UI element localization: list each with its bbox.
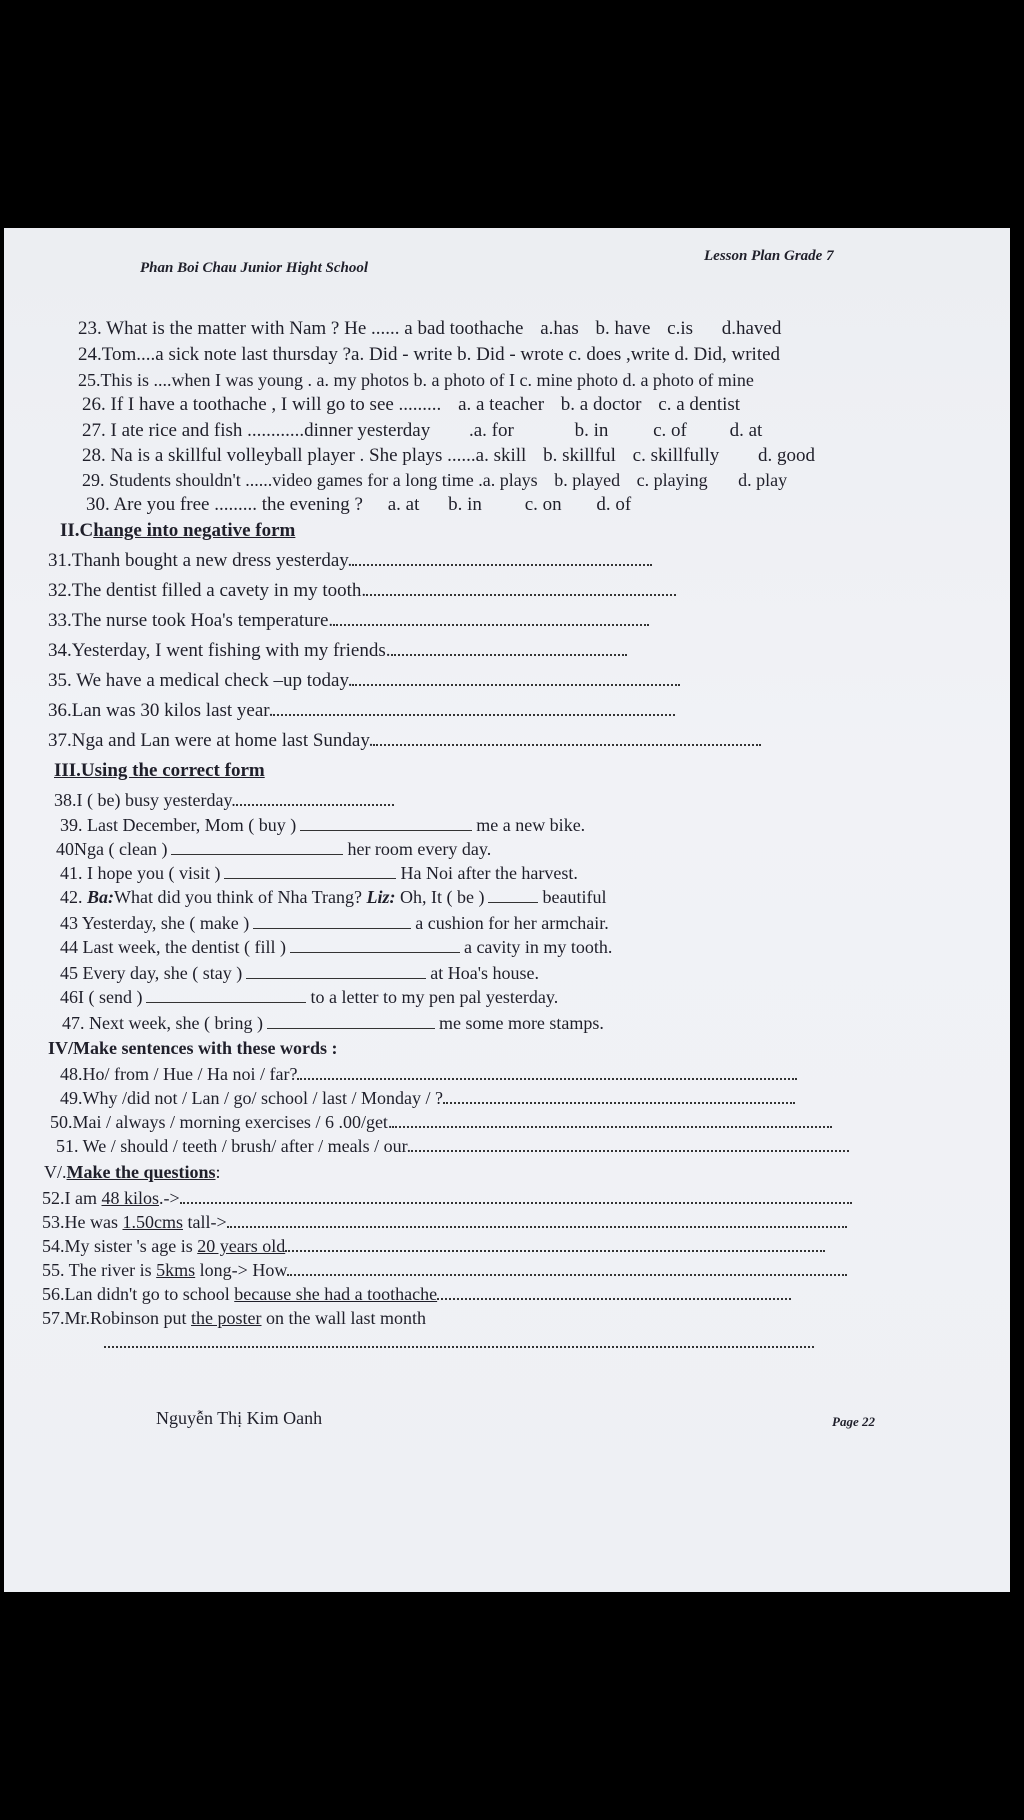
option: c. of — [653, 420, 687, 441]
question-text: 27. I ate rice and fish ............dinner yesterday — [82, 420, 431, 441]
exercise-52: 52.I am 48 kilos.-> — [42, 1188, 852, 1209]
exercise-32: 32.The dentist filled a cavety in my tooth. — [48, 580, 676, 602]
author-name: Nguyễn Thị Kim Oanh — [156, 1408, 323, 1428]
question-text: 26. If I have a toothache , I will go to see ......... — [82, 394, 442, 415]
option: .a. for — [468, 420, 514, 441]
page-number: Page 22 — [832, 1414, 875, 1429]
exercise-35: 35. We have a medical check –up today. — [48, 670, 680, 692]
option: a. a teacher — [458, 394, 545, 415]
exercise-56: 56.Lan didn't go to school because she had a toothache — [42, 1284, 791, 1305]
exercise-42: 42. Ba:What did you think of Nha Trang? Liz: Oh, It ( be ) beautiful — [60, 887, 607, 907]
question-24: 24.Tom....a sick note last thursday ?a. Did - write b. Did - wrote c. does ,write d. Did, writed — [78, 344, 781, 365]
exercise-43: 43 Yesterday, she ( make ) a cushion for her armchair. — [60, 913, 609, 933]
question-27 — [82, 420, 762, 442]
question-30 — [86, 494, 631, 516]
exercise-57: 57.Mr.Robinson put the poster on the wall last month — [42, 1308, 426, 1328]
exercise-37: 37.Nga and Lan were at home last Sunday. — [48, 730, 761, 752]
lesson-plan-label: Lesson Plan Grade 7 — [704, 248, 834, 264]
answer-line-57 — [104, 1332, 814, 1354]
option: c. playing — [636, 470, 708, 490]
question-text: 30. Are you free ......... the evening ? — [86, 494, 363, 515]
option: d. at — [729, 420, 763, 441]
question-text: 29. Students shouldn't ......video games for a long time .a. plays — [82, 470, 538, 490]
option: b. skillful — [543, 445, 616, 466]
worksheet-page — [4, 228, 1010, 1592]
option: b. in — [448, 494, 482, 515]
school-name: Phan Boi Chau Junior Hight School — [140, 260, 369, 276]
option: a.has — [540, 318, 579, 339]
exercise-51: 51. We / should / teeth / brush/ after / meals / our. — [56, 1136, 849, 1157]
option: d.haved — [721, 318, 782, 339]
section-5-title: V/.Make the questions: — [44, 1162, 221, 1182]
question-28 — [82, 445, 815, 467]
exercise-45: 45 Every day, she ( stay ) at Hoa's house. — [60, 963, 540, 983]
option: b. a doctor — [560, 394, 642, 415]
exercise-48: 48.Ho/ from / Hue / Ha noi / far? — [60, 1064, 797, 1085]
question-23 — [78, 318, 781, 340]
option: a. at — [387, 494, 420, 515]
question-text: 23. What is the matter with Nam ? He ...... a bad toothache — [78, 318, 524, 339]
exercise-40: 40Nga ( clean ) her room every day. — [56, 839, 492, 859]
option: c. a dentist — [658, 394, 741, 415]
option: c. on — [524, 494, 562, 515]
option: d. play — [738, 470, 788, 490]
exercise-54: 54.My sister 's age is 20 years old — [42, 1236, 825, 1257]
question-26 — [82, 394, 740, 416]
option: c.is — [667, 318, 693, 339]
exercise-33: 33.The nurse took Hoa's temperature. — [48, 610, 649, 632]
option: c. skillfully — [632, 445, 720, 466]
exercise-36: 36.Lan was 30 kilos last year. — [48, 700, 675, 722]
option: d. of — [596, 494, 632, 515]
exercise-49: 49.Why /did not / Lan / go/ school / last / Monday / ? — [60, 1088, 795, 1109]
exercise-41: 41. I hope you ( visit ) Ha Noi after the harvest. — [60, 863, 578, 883]
exercise-47: 47. Next week, she ( bring ) me some more stamps. — [62, 1013, 604, 1033]
question-25: 25.This is ....when I was young . a. my photos b. a photo of I c. mine photo d. a photo of mine — [78, 370, 754, 390]
question-text: 28. Na is a skillful volleyball player . She plays ......a. skill — [82, 445, 527, 466]
exercise-53: 53.He was 1.50cms tall-> — [42, 1212, 847, 1233]
section-4-title: IV/Make sentences with these words : — [48, 1038, 338, 1058]
exercise-34: 34.Yesterday, I went fishing with my friends. — [48, 640, 627, 662]
exercise-31: 31.Thanh bought a new dress yesterday. — [48, 550, 652, 572]
exercise-39: 39. Last December, Mom ( buy ) me a new bike. — [60, 815, 586, 835]
exercise-55: 55. The river is 5kms long-> How — [42, 1260, 847, 1281]
option: b. in — [574, 420, 609, 441]
option: d. good — [757, 445, 815, 466]
question-29 — [82, 470, 787, 491]
exercise-44: 44 Last week, the dentist ( fill ) a cavity in my tooth. — [60, 937, 613, 957]
section-3-title: III.Using the correct form — [54, 760, 265, 781]
exercise-38: 38.I ( be) busy yesterday. — [54, 790, 394, 811]
option: b. have — [595, 318, 651, 339]
section-2-title: II.Change into negative form — [60, 520, 296, 541]
exercise-46: 46I ( send ) to a letter to my pen pal yesterday. — [60, 987, 559, 1007]
exercise-50: 50.Mai / always / morning exercises / 6 .00/get. — [50, 1112, 832, 1133]
option: b. played — [554, 470, 621, 490]
